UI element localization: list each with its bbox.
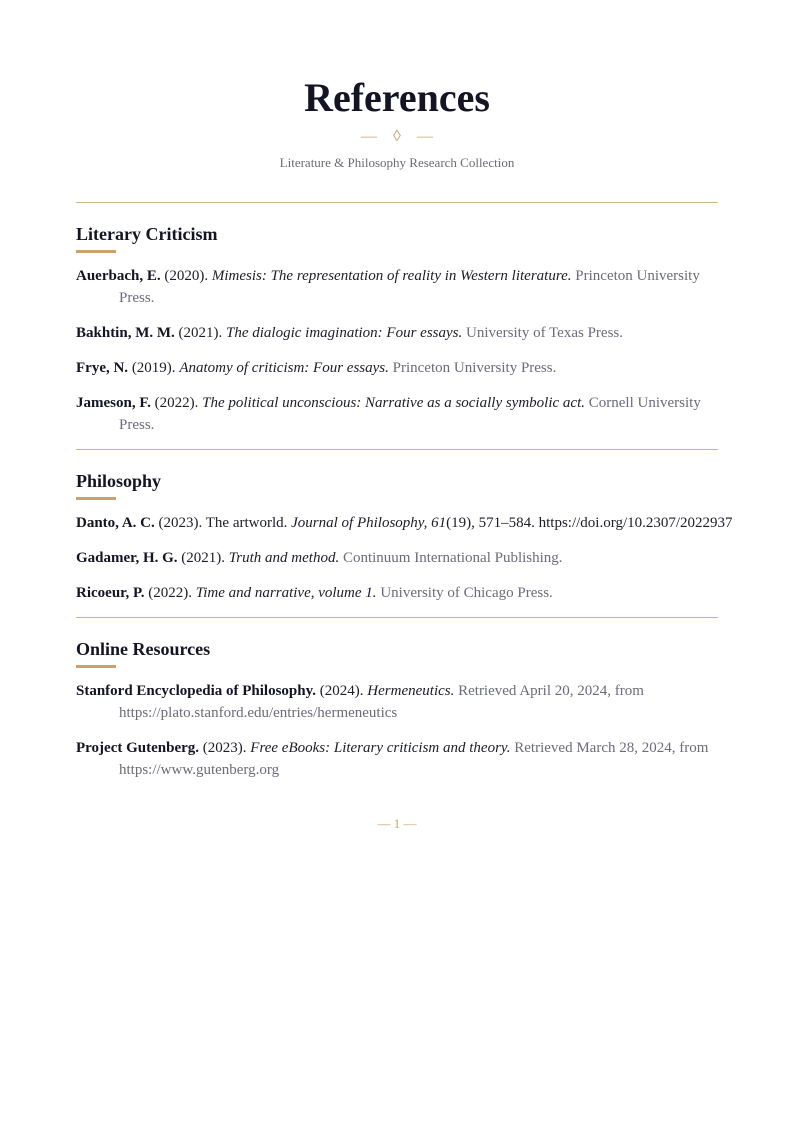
entry-year: (2021). <box>178 325 223 341</box>
reference-entry <box>76 265 718 309</box>
entry-year: (2024). <box>319 683 364 699</box>
entry-year: (2023). <box>202 740 247 756</box>
entry-retrieved: Retrieved March 28, 2024, from https://www.gutenberg.org <box>119 740 709 778</box>
reference-list <box>76 265 718 436</box>
title-ornament <box>76 127 718 147</box>
diamond-icon: ◊ <box>393 128 401 145</box>
entry-author: Bakhtin, M. M. <box>76 325 175 341</box>
entry-publisher: Continuum International Publishing. <box>342 550 563 566</box>
reference-list <box>76 512 733 604</box>
reference-list <box>76 680 718 781</box>
entry-author: Gadamer, H. G. <box>76 550 178 566</box>
entry-year: (2019). <box>131 360 176 376</box>
entry-author: Frye, N. <box>76 360 129 376</box>
section-online-resources <box>76 618 718 781</box>
entry-publisher: University of Texas Press. <box>466 325 624 341</box>
reference-entry <box>76 512 733 534</box>
entry-publisher: Princeton University Press. <box>392 360 557 376</box>
reference-entry <box>76 547 718 569</box>
section-heading: Literary Criticism <box>76 224 218 244</box>
entry-publisher: Princeton University Press. <box>119 268 700 306</box>
reference-entry <box>76 737 718 781</box>
document-header <box>76 0 718 171</box>
entry-article-title: The artworld. <box>205 515 288 531</box>
reference-entry <box>76 357 718 379</box>
section-heading-underline <box>76 665 116 668</box>
entry-author: Jameson, F. <box>76 395 151 411</box>
entry-author: Danto, A. C. <box>76 515 155 531</box>
entry-year: (2021). <box>181 550 226 566</box>
entry-title: The dialogic imagination: Four essays. <box>226 325 463 341</box>
entry-author: Project Gutenberg. <box>76 740 200 756</box>
entry-title: Anatomy of criticism: Four essays. <box>179 360 389 376</box>
ornament-left-dash: — <box>361 128 378 145</box>
entry-retrieved: Retrieved April 20, 2024, from https://plato.stanford.edu/entries/hermeneutics <box>119 683 644 721</box>
page-title: References <box>304 75 490 120</box>
entry-title: Free eBooks: Literary criticism and theory. <box>250 740 511 756</box>
entry-journal: Journal of Philosophy, 61 <box>291 515 447 531</box>
entry-publisher: Cornell University Press. <box>119 395 701 433</box>
entry-publisher: University of Chicago Press. <box>380 585 553 601</box>
section-heading: Philosophy <box>76 471 162 491</box>
entry-year: (2023). <box>158 515 203 531</box>
page-number: — 1 — <box>377 816 417 831</box>
section-philosophy <box>76 450 733 604</box>
reference-entry <box>76 680 718 724</box>
entry-title: Time and narrative, volume 1. <box>195 585 377 601</box>
section-heading-underline <box>76 250 116 253</box>
reference-entry <box>76 392 718 436</box>
entry-title: The political unconscious: Narrative as a socially symbolic act. <box>202 395 585 411</box>
section-literary-criticism <box>76 203 718 436</box>
entry-title: Truth and method. <box>228 550 340 566</box>
page-subtitle: Literature & Philosophy Research Collection <box>279 155 515 170</box>
entry-author: Ricoeur, P. <box>76 585 145 601</box>
entry-year: (2022). <box>154 395 199 411</box>
entry-author: Auerbach, E. <box>76 268 161 284</box>
entry-title: Mimesis: The representation of reality in Western literature. <box>211 268 572 284</box>
reference-entry <box>76 582 718 604</box>
ornament-right-dash: — <box>416 128 433 145</box>
entry-year: (2020). <box>164 268 209 284</box>
entry-author: Stanford Encyclopedia of Philosophy. <box>76 683 317 699</box>
entry-title: Hermeneutics. <box>367 683 455 699</box>
section-heading-underline <box>76 497 116 500</box>
entry-year: (2022). <box>148 585 192 601</box>
entry-issue-pages: (19), 571–584. https://doi.org/10.2307/2022937 <box>446 515 733 531</box>
section-heading: Online Resources <box>76 639 211 659</box>
reference-entry <box>76 322 718 344</box>
